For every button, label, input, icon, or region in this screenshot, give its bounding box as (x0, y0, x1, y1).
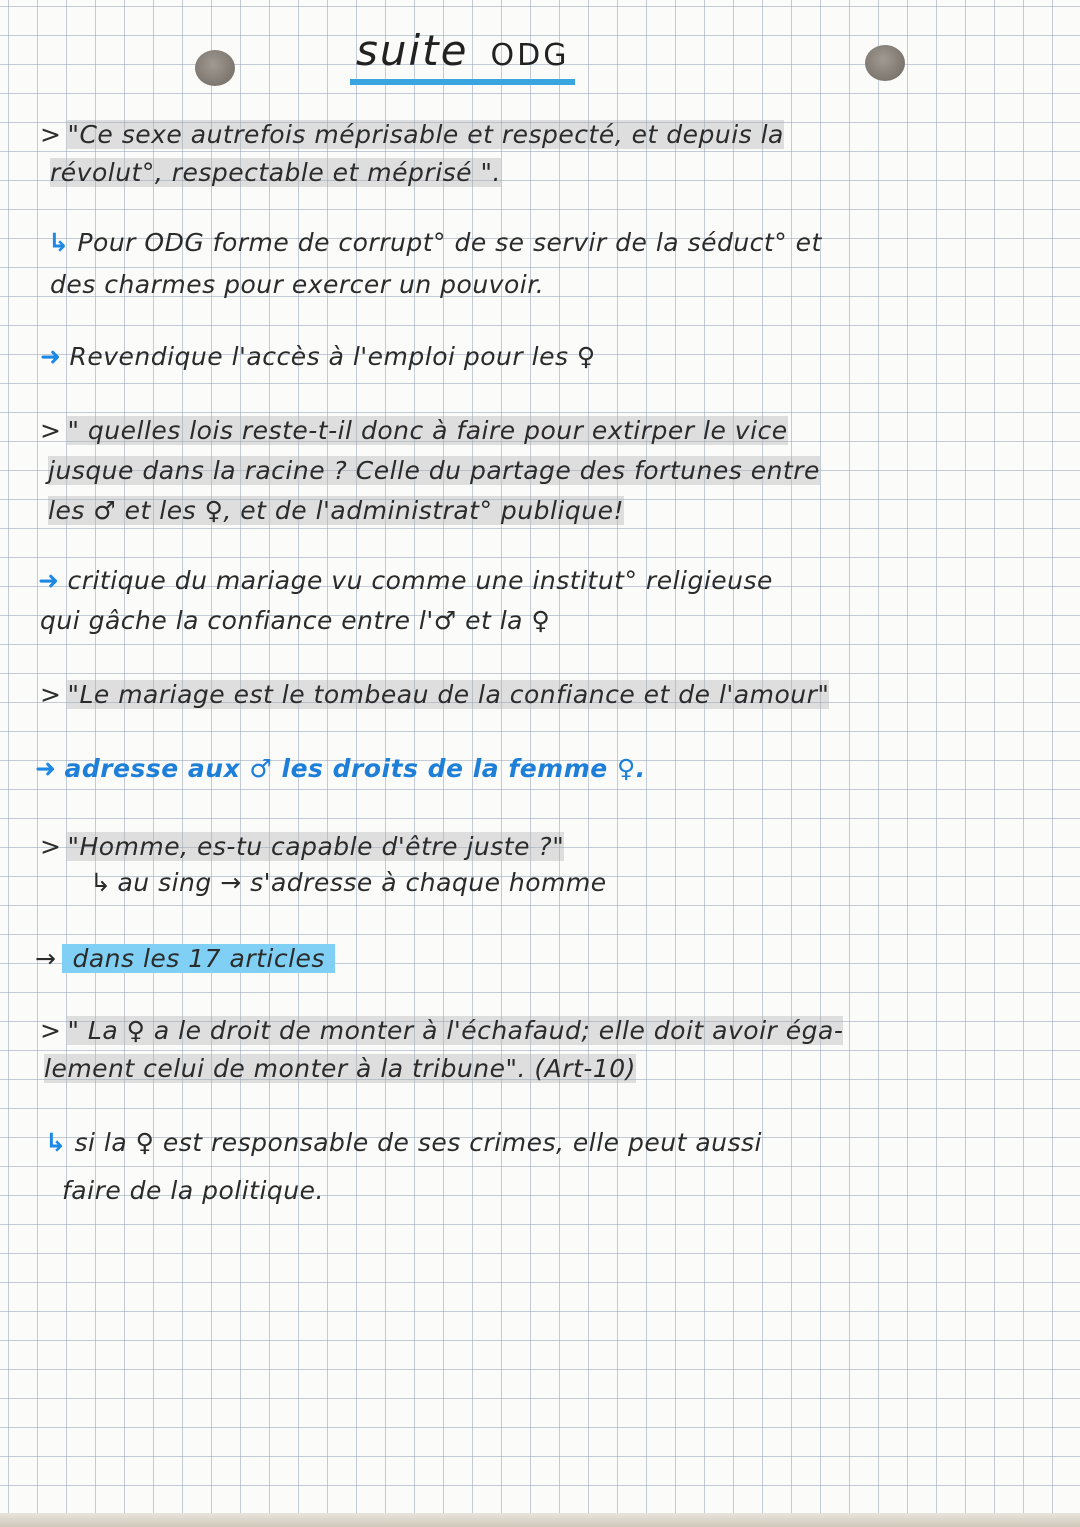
note-line (40, 830, 564, 864)
arrow-icon: ↳ (45, 1128, 67, 1157)
quote-text: les ♂ et les ♀, et de l'administrat° publique! (48, 496, 624, 525)
note-text: Revendique l'accès à l'emploi pour les ♀ (69, 342, 596, 371)
arrow-icon: ↳ (90, 868, 112, 897)
note-line (48, 454, 820, 488)
quote-marker: > (40, 832, 62, 861)
quote-text: " quelles lois reste-t-il donc à faire pour extirper le vice (67, 416, 788, 445)
note-text: faire de la politique. (62, 1176, 324, 1205)
quote-marker: > (40, 416, 62, 445)
note-line (48, 226, 822, 260)
note-line (40, 340, 596, 374)
note-line (50, 156, 501, 190)
note-line (38, 564, 773, 598)
quote-text: révolut°, respectable et méprisé ". (50, 158, 501, 187)
note-line (40, 414, 788, 448)
quote-text: " La ♀ a le droit de monter à l'échafaud; elle doit avoir éga- (67, 1016, 844, 1045)
arrow-icon: ➜ (35, 754, 57, 783)
punch-hole-left (195, 50, 235, 86)
note-line (40, 1014, 843, 1048)
note-line (40, 604, 550, 638)
punch-hole-right (865, 45, 905, 81)
note-line (62, 1174, 324, 1208)
quote-marker: > (40, 680, 62, 709)
note-text: critique du mariage vu comme une institut° religieuse (67, 566, 773, 595)
note-line (45, 1126, 762, 1160)
page-title (350, 28, 575, 85)
note-text: au sing → s'adresse à chaque homme (117, 868, 607, 897)
note-text: des charmes pour exercer un pouvoir. (50, 270, 545, 299)
note-line (90, 866, 607, 900)
note-line (44, 1052, 636, 1086)
title-sub: ODG (490, 38, 570, 73)
note-text: si la ♀ est responsable de ses crimes, elle peut aussi (74, 1128, 762, 1157)
title-main: suite (356, 26, 469, 75)
quote-text: "Le mariage est le tombeau de la confiance et de l'amour" (67, 680, 830, 709)
note-line (50, 268, 544, 302)
quote-text: "Homme, es-tu capable d'être juste ?" (67, 832, 565, 861)
arrow-icon: ➜ (40, 342, 62, 371)
page-edge (0, 1513, 1080, 1527)
arrow-icon: ➜ (38, 566, 60, 595)
note-line (48, 494, 624, 528)
note-line (40, 118, 784, 152)
quote-marker: > (40, 120, 62, 149)
note-text: Pour ODG forme de corrupt° de se servir de la séduct° et (77, 228, 822, 257)
quote-text: jusque dans la racine ? Celle du partage des fortunes entre (48, 456, 820, 485)
arrow-icon: → (35, 944, 57, 973)
quote-text: "Ce sexe autrefois méprisable et respecté, et depuis la (67, 120, 784, 149)
note-text: qui gâche la confiance entre l'♂ et la ♀ (40, 606, 551, 635)
arrow-icon: ↳ (48, 228, 70, 257)
note-line-key (35, 752, 646, 786)
highlighted-text: dans les 17 articles (62, 944, 335, 973)
quote-marker: > (40, 1016, 62, 1045)
quote-text: lement celui de monter à la tribune". (Art-10) (44, 1054, 636, 1083)
note-line (40, 678, 829, 712)
note-line (35, 942, 335, 976)
note-text: adresse aux ♂ les droits de la femme ♀. (64, 754, 646, 783)
